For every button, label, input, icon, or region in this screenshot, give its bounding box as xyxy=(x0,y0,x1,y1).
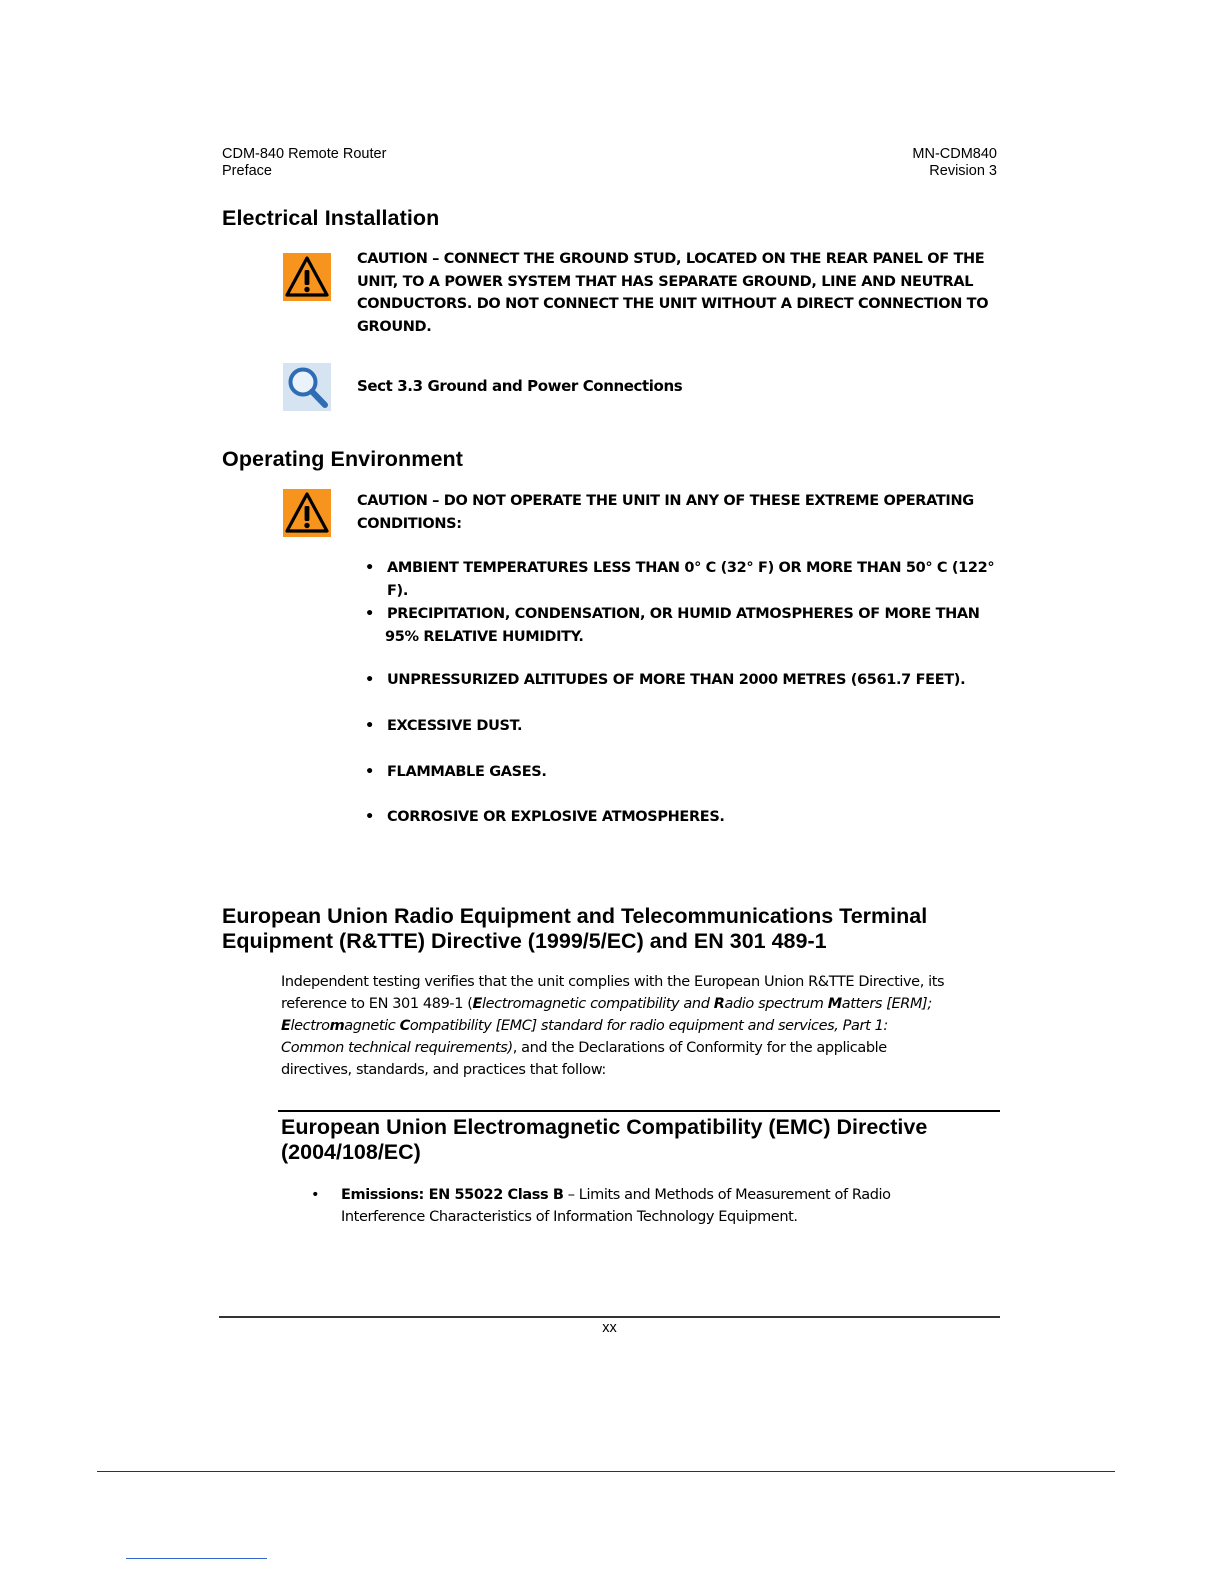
list-item-text: UNPRESSURIZED ALTITUDES OF MORE THAN 2000 METRES (6561.7 FEET). xyxy=(387,672,966,688)
list-item xyxy=(311,1184,1001,1228)
list-item xyxy=(365,761,1007,784)
link-underline xyxy=(126,1558,267,1559)
text-run: reference to EN 301 489-1 ( xyxy=(281,996,473,1012)
bullet-marker: • xyxy=(365,672,374,688)
text-run: E xyxy=(472,996,483,1012)
text-run: M xyxy=(827,996,842,1012)
paragraph-line: Independent testing verifies that the unit complies with the European Union R&TTE Directive, its xyxy=(281,974,945,990)
list-item-text xyxy=(341,1184,1001,1206)
reference-ground-power-link[interactable]: Sect 3.3 Ground and Power Connections xyxy=(357,377,683,395)
list-item-text: EXCESSIVE DUST. xyxy=(387,718,523,734)
heading-line: European Union Electromagnetic Compatibility (EMC) Directive xyxy=(281,1115,928,1139)
header-revision: Revision 3 xyxy=(929,163,997,179)
header-section: Preface xyxy=(222,163,272,179)
heading-line: Equipment (R&TTE) Directive (1999/5/EC) and EN 301 489-1 xyxy=(222,929,827,953)
bullet-marker: • xyxy=(365,718,374,734)
caution-line: CAUTION – CONNECT THE GROUND STUD, LOCATED ON THE REAR PANEL OF THE xyxy=(357,251,985,267)
list-item xyxy=(365,603,1007,648)
list-item-text: PRECIPITATION, CONDENSATION, OR HUMID ATMOSPHERES OF MORE THAN xyxy=(387,606,980,622)
text-run: C xyxy=(399,1018,410,1034)
list-item-text: Interference Characteristics of Information Technology Equipment. xyxy=(341,1209,798,1225)
paragraph-line xyxy=(281,993,1006,1015)
list-item-text: CORROSIVE OR EXPLOSIVE ATMOSPHERES. xyxy=(387,809,725,825)
emissions-label: Emissions: EN 55022 Class B xyxy=(341,1187,564,1203)
list-item xyxy=(365,806,1007,829)
page-number: xx xyxy=(602,1320,617,1336)
warning-triangle-icon xyxy=(283,489,331,537)
header-doc-number: MN-CDM840 xyxy=(912,146,997,162)
header-doc-title: CDM-840 Remote Router xyxy=(222,146,387,162)
running-header-left xyxy=(222,146,386,180)
heading-line: (2004/108/EC) xyxy=(281,1140,421,1164)
caution-line: UNIT, TO A POWER SYSTEM THAT HAS SEPARATE GROUND, LINE AND NEUTRAL xyxy=(357,273,974,290)
list-item-text: AMBIENT TEMPERATURES LESS THAN 0° C (32° F) OR MORE THAN 50° C (122° F). xyxy=(387,560,995,599)
heading-eu-emc-directive xyxy=(281,1115,1006,1165)
caution-line: GROUND. xyxy=(357,318,432,335)
bullet-marker: • xyxy=(365,560,374,576)
text-run: lectromagnetic compatibility and xyxy=(482,996,714,1012)
bullet-marker: • xyxy=(365,764,374,780)
paragraph-line xyxy=(281,1037,1006,1059)
text-run: lectro xyxy=(290,1018,330,1034)
footer-rule xyxy=(219,1316,1000,1318)
page-bottom-rule xyxy=(97,1471,1115,1472)
heading-eu-rtte-directive xyxy=(222,904,1012,954)
list-item xyxy=(365,669,1007,692)
running-header-right xyxy=(912,146,997,180)
list-item xyxy=(365,557,1007,602)
caution-line: CAUTION – DO NOT OPERATE THE UNIT IN ANY OF THESE EXTREME OPERATING xyxy=(357,493,974,509)
text-run: ompatibility [EMC] standard for radio equipment and services, Part 1: xyxy=(409,1018,888,1034)
heading-operating-environment: Operating Environment xyxy=(222,447,464,471)
caution-operating-text xyxy=(357,490,997,535)
caution-line: CONDUCTORS. DO NOT CONNECT THE UNIT WITHOUT A DIRECT CONNECTION TO xyxy=(357,296,989,312)
rtte-paragraph xyxy=(281,971,1006,1081)
text-run: agnetic xyxy=(344,1018,400,1034)
magnifier-icon xyxy=(283,363,331,411)
list-item-text: FLAMMABLE GASES. xyxy=(387,764,547,780)
text-run: , and the Declarations of Conformity for the applicable xyxy=(512,1040,887,1056)
list-item xyxy=(365,715,1007,738)
text-run: Common technical requirements) xyxy=(281,1040,513,1056)
caution-line: CONDITIONS: xyxy=(357,515,462,532)
text-run: R xyxy=(713,996,725,1012)
heading-line: European Union Radio Equipment and Telecommunications Terminal xyxy=(222,904,928,928)
text-run: – Limits and Methods of Measurement of Radio xyxy=(563,1187,891,1203)
paragraph-line: directives, standards, and practices that follow: xyxy=(281,1062,606,1078)
bullet-marker: • xyxy=(365,809,374,825)
bullet-marker: • xyxy=(311,1187,320,1203)
text-run: adio spectrum xyxy=(724,996,828,1012)
text-run: E xyxy=(281,1018,291,1034)
text-run: m xyxy=(329,1018,345,1034)
paragraph-line xyxy=(281,1015,1006,1037)
caution-ground-text xyxy=(357,248,997,338)
text-run: atters [ERM]; xyxy=(841,996,932,1012)
bullet-marker: • xyxy=(365,606,374,622)
section-rule xyxy=(278,1110,1000,1112)
heading-electrical-installation: Electrical Installation xyxy=(222,206,440,230)
warning-triangle-icon xyxy=(283,253,331,301)
list-item-text: 95% RELATIVE HUMIDITY. xyxy=(385,628,584,645)
